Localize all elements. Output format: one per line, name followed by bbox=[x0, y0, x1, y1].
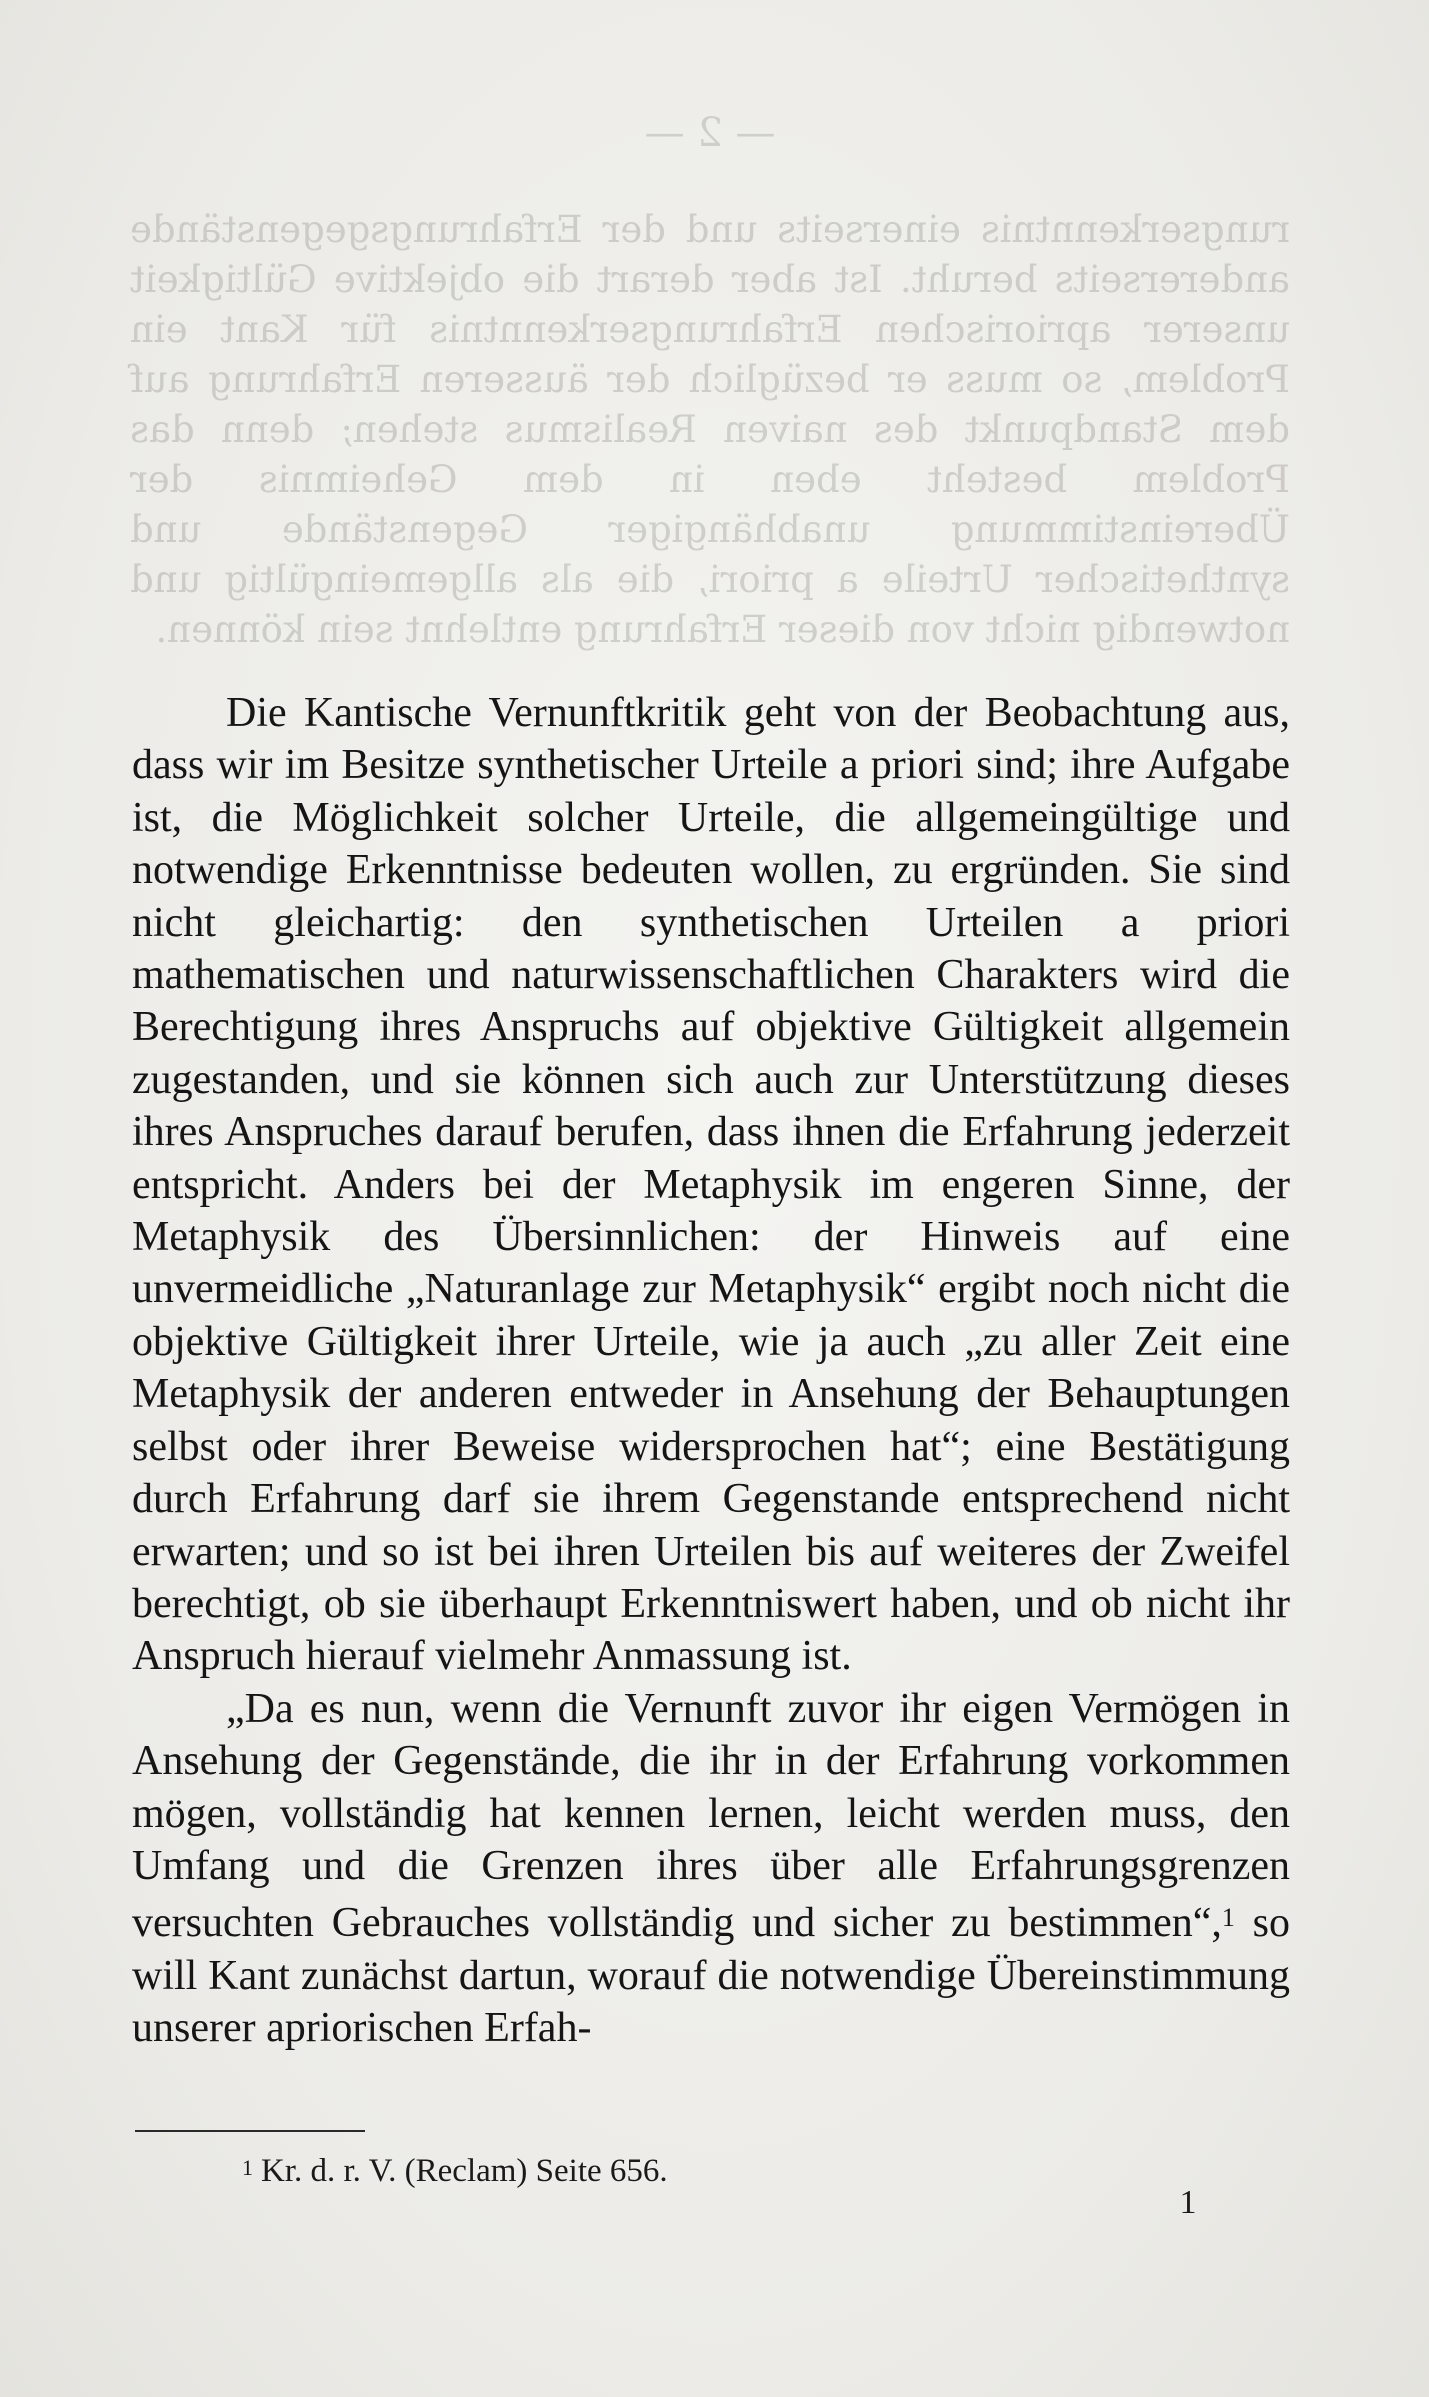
footnote-mark: 1 bbox=[242, 2155, 253, 2180]
footnote-text: Kr. d. r. V. (Reclam) Seite 656. bbox=[261, 2153, 668, 2189]
bleed-through-text: rungserkenntnis einerseits und der Erfahrungsgegenstände andererseits beruht. Ist aber derart die objektive Gültigkeit unserer apriorischen Erfahrungserkenntnis für Kant ein Problem, so muss er bezüglich der äusseren Erfahrung auf dem Standpunkt des naiven Realismus stehen; denn das Problem besteht eben in dem Geheimnis der Übereinstimmung unabhängiger Gegenstände und synthetischer Urteile a priori, die als allgemeingültig und notwendig nicht von dieser Erfahrung entlehnt sein können. bbox=[130, 208, 1290, 651]
main-text bbox=[132, 687, 1290, 2055]
paragraph-text-end: so will Kant zunächst dartun, worauf die notwendige Übereinstimmung unserer apriorischen Erfah- bbox=[132, 1900, 1290, 2052]
paragraph-da-es-nun bbox=[132, 1683, 1290, 2055]
page-number: 1 bbox=[1179, 2184, 1197, 2221]
paragraph-text-start: „Da es nun, wenn die Vernunft zuvor ihr eigen Vermögen in Ansehung der Gegenstände, die ihr in der Erfahrung vorkommen mögen, vollständig hat kennen lernen, leicht werden muss, den Umfang und die Grenzen ihres über alle Erfahrungsgrenzen versuchten Gebrauches vollständig und sicher zu bestimmen“, bbox=[132, 1685, 1290, 1947]
footnote bbox=[242, 2148, 668, 2191]
footnote-divider bbox=[135, 2130, 365, 2132]
footnote-reference: 1 bbox=[1221, 1903, 1235, 1933]
bleed-through-page-number: — 2 — bbox=[644, 110, 776, 156]
paragraph-kantische-vernunftkritik: Die Kantische Vernunftkritik geht von der Beobachtung aus, dass wir im Besitze synthetischer Urteile a priori sind; ihre Aufgabe ist, die Möglichkeit solcher Urteile, die allgemeingültige und notwendige Erkenntnisse bedeuten wollen, zu ergründen. Sie sind nicht gleichartig: den synthetischen Urteilen a priori mathematischen und naturwissenschaftlichen Charakters wird die Berechtigung ihres Anspruchs auf objektive Gültigkeit allgemein zugestanden, und sie können sich auch zur Unterstützung dieses ihres Anspruches darauf berufen, dass ihnen die Erfahrung jederzeit entspricht. Anders bei der Metaphysik im engeren Sinne, der Metaphysik des Übersinnlichen: der Hinweis auf eine unvermeidliche „Naturanlage zur Metaphysik“ ergibt noch nicht die objektive Gültigkeit ihrer Urteile, wie ja auch „zu aller Zeit eine Metaphysik der anderen entweder in Ansehung der Behauptungen selbst oder ihrer Beweise widersprochen hat“; eine Bestätigung durch Erfahrung darf sie ihrem Gegenstande entsprechend nicht erwarten; und so ist bei ihren Urteilen bis auf weiteres der Zweifel berechtigt, ob sie überhaupt Erkenntniswert haben, und ob nicht ihr Anspruch hierauf vielmehr Anmassung ist. bbox=[132, 690, 1290, 1680]
